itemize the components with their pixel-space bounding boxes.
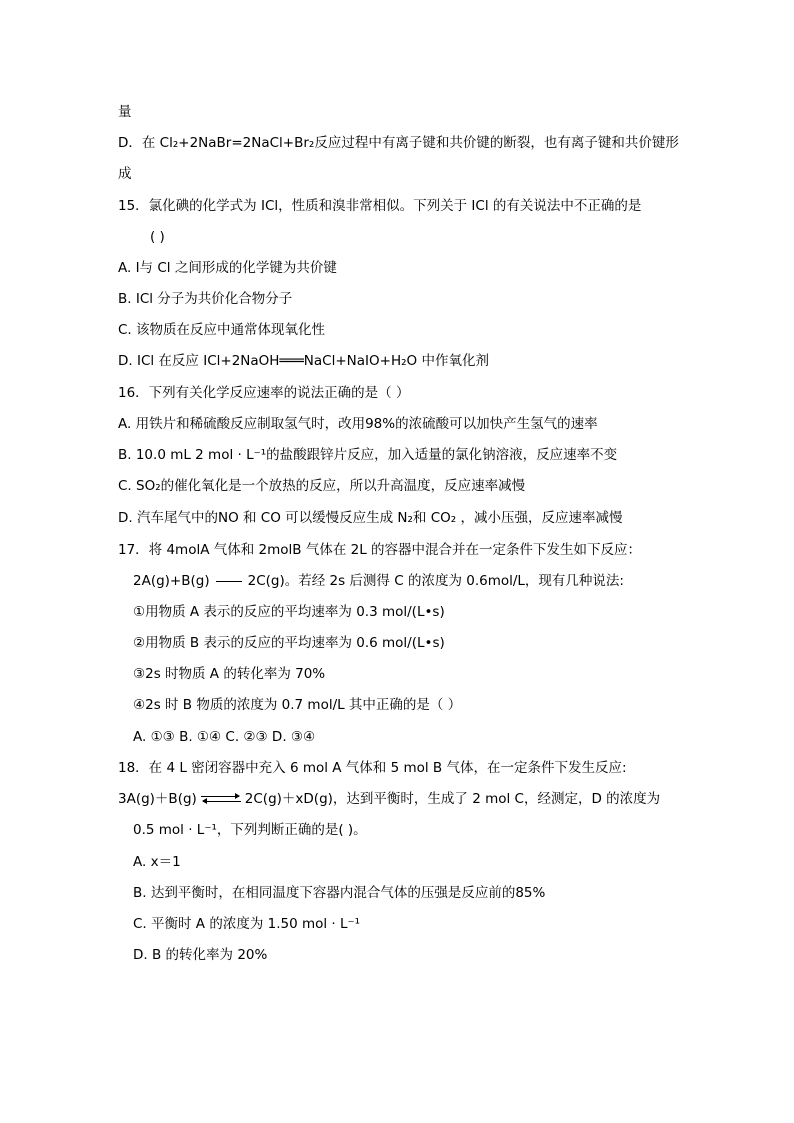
question-18-option-a: A. x＝1 [133, 854, 181, 870]
question-17-options: A. ①③ B. ①④ C. ②③ D. ③④ [133, 729, 316, 745]
question-18-stem: 18．在 4 L 密闭容器中充入 6 mol A 气体和 5 mol B 气体，在一定条件下发生反应: [118, 760, 627, 776]
question-15-option-c: C. 该物质在反应中通常体现氧化性 [118, 322, 326, 338]
question-15-option-b: B. ICl 分子为共价化合物分子 [118, 291, 293, 307]
question-18-option-b: B. 达到平衡时，在相同温度下容器内混合气体的压强是反应前的85% [133, 885, 546, 901]
question-16-option-d: D. 汽车尾气中的NO 和 CO 可以缓慢反应生成 N₂和 CO₂ ，减小压强，反应速率减慢 [118, 510, 623, 526]
question-17-statement-1: ①用物质 A 表示的反应的平均速率为 0.3 mol/(L•s) [133, 604, 445, 620]
question-15-option-d: D. ICl 在反应 ICl+2NaOH═══NaCl+NaIO+H₂O 中作氧化剂 [118, 353, 489, 369]
question-16-option-c: C. SO₂的催化氧化是一个放热的反应，所以升高温度，反应速率减慢 [118, 478, 526, 494]
question-15-option-a: A. I与 Cl 之间形成的化学键为共价键 [118, 260, 337, 276]
question-16-option-a: A. 用铁片和稀硫酸反应制取氢气时，改用98%的浓硫酸可以加快产生氢气的速率 [118, 416, 598, 432]
reversible-arrow-icon [201, 794, 241, 804]
question-18-equation-left: 3A(g)＋B(g) [118, 791, 197, 807]
question-18-equation-right: 2C(g)＋xD(g)，达到平衡时，生成了 2 mol C，经测定，D 的浓度为 [244, 791, 661, 807]
question-18-equation [118, 790, 660, 808]
question-15-stem: 15．氯化碘的化学式为 ICl，性质和溴非常相似。下列关于 ICl 的有关说法中不正确的是 [118, 198, 642, 214]
question-14-option-d-line1: D．在 Cl₂+2NaBr=2NaCl+Br₂反应过程中有离子键和共价键的断裂，也有离子键和共价键形 [118, 135, 679, 151]
question-17-statement-2: ②用物质 B 表示的反应的平均速率为 0.6 mol/(L•s) [133, 635, 445, 651]
question-16-stem: 16．下列有关化学反应速率的说法正确的是（ ） [118, 385, 410, 401]
question-18-option-c: C. 平衡时 A 的浓度为 1.50 mol · L⁻¹ [133, 916, 361, 932]
equals-arrow-icon [216, 577, 242, 585]
question-16-option-b: B. 10.0 mL 2 mol · L⁻¹的盐酸跟锌片反应，加入适量的氯化钠溶液，反应速率不变 [118, 447, 618, 463]
question-17-equation-left: 2A(g)+B(g) [133, 573, 210, 589]
question-17-equation [133, 572, 624, 590]
question-17-statement-4: ④2s 时 B 物质的浓度为 0.7 mol/L 其中正确的是（ ） [133, 697, 462, 713]
question-17-statement-3: ③2s 时物质 A 的转化率为 70% [133, 666, 326, 682]
question-18-option-d: D. B 的转化率为 20% [133, 947, 268, 963]
question-13-tail: 量 [118, 104, 132, 120]
question-17-equation-right: 2C(g)。若经 2s 后测得 C 的浓度为 0.6mol/L，现有几种说法: [247, 573, 624, 589]
question-18-stem-line3: 0.5 mol · L⁻¹，下列判断正确的是( )。 [133, 822, 367, 838]
question-17-stem: 17．将 4molA 气体和 2molB 气体在 2L 的容器中混合并在一定条件下发生如下反应： [118, 542, 642, 558]
question-15-answer-paren: ( ) [150, 229, 165, 245]
question-14-option-d-line2: 成 [118, 166, 132, 182]
